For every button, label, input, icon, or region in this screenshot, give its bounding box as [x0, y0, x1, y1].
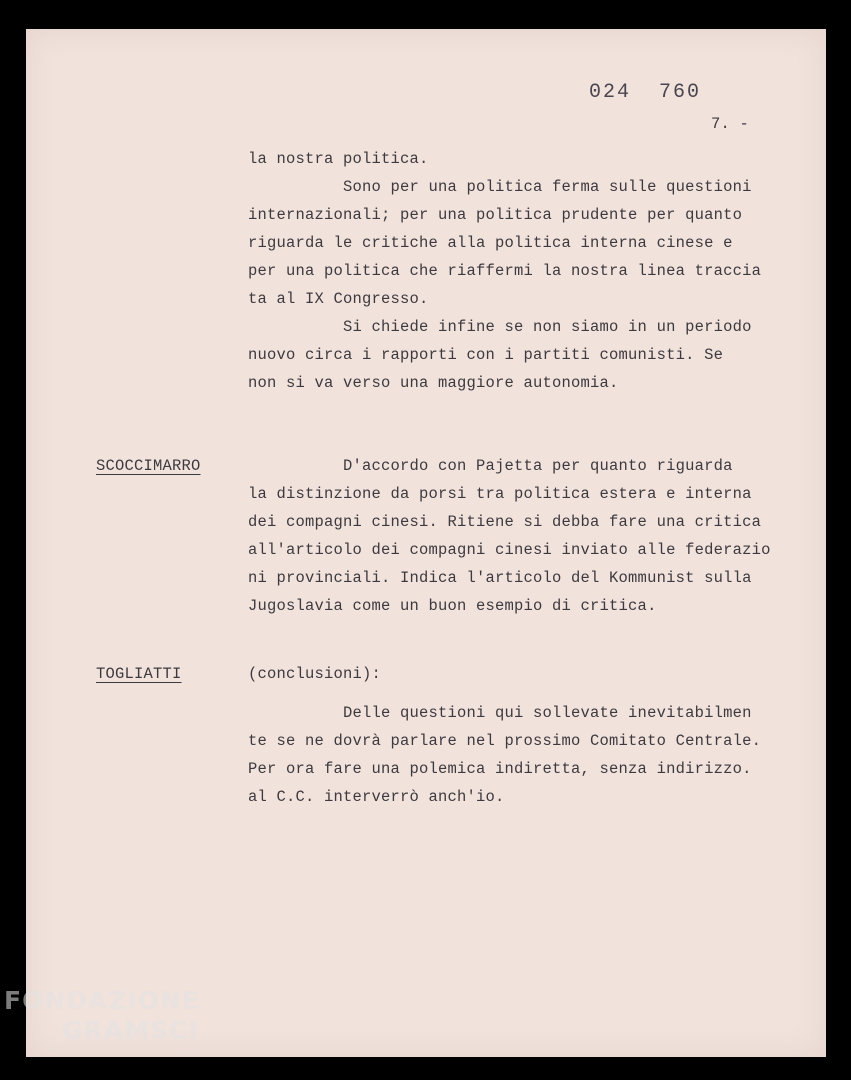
- conclusions-label: (conclusioni):: [248, 665, 382, 683]
- body-line: nuovo circa i rapporti con i partiti comunisti. Se: [248, 346, 724, 364]
- watermark-line-1: FONDAZIONE: [4, 986, 201, 1015]
- body-line: al C.C. interverrò anch'io.: [248, 788, 505, 806]
- body-line: Si chiede infine se non siamo in un periodo: [248, 318, 752, 336]
- speaker-label-togliatti: TOGLIATTI: [96, 665, 182, 683]
- body-line: dei compagni cinesi. Ritiene si debba fare una critica: [248, 513, 762, 531]
- body-line: la distinzione da porsi tra politica estera e interna: [248, 485, 752, 503]
- body-line: Sono per una politica ferma sulle questioni: [248, 178, 752, 196]
- page-number: 7. -: [711, 115, 750, 133]
- body-line: la nostra politica.: [248, 150, 429, 168]
- body-line: all'articolo dei compagni cinesi inviato alle federazio: [248, 541, 771, 559]
- body-line: ni provinciali. Indica l'articolo del Kommunist sulla: [248, 569, 752, 587]
- body-line: te se ne dovrà parlare nel prossimo Comitato Centrale.: [248, 732, 762, 750]
- archive-number: 024 760: [589, 81, 702, 104]
- body-line: ta al IX Congresso.: [248, 290, 429, 308]
- watermark-line-2: GRAMSCI: [62, 1016, 199, 1045]
- speaker-label-scoccimarro: SCOCCIMARRO: [96, 457, 201, 475]
- body-line: Delle questioni qui sollevate inevitabilmen: [248, 704, 752, 722]
- body-line: Per ora fare una polemica indiretta, senza indirizzo.: [248, 760, 752, 778]
- body-line: D'accordo con Pajetta per quanto riguarda: [248, 457, 733, 475]
- body-line: internazionali; per una politica prudente per quanto: [248, 206, 743, 224]
- body-line: non si va verso una maggiore autonomia.: [248, 374, 619, 392]
- body-line: Jugoslavia come un buon esempio di critica.: [248, 597, 657, 615]
- body-line: per una politica che riaffermi la nostra linea traccia: [248, 262, 762, 280]
- body-line: riguarda le critiche alla politica interna cinese e: [248, 234, 733, 252]
- bleed-through-text: [56, 59, 72, 1019]
- watermark-line-3: onlus: [176, 1049, 201, 1059]
- document-page: [26, 29, 826, 1057]
- fondazione-gramsci-watermark: [4, 986, 224, 1078]
